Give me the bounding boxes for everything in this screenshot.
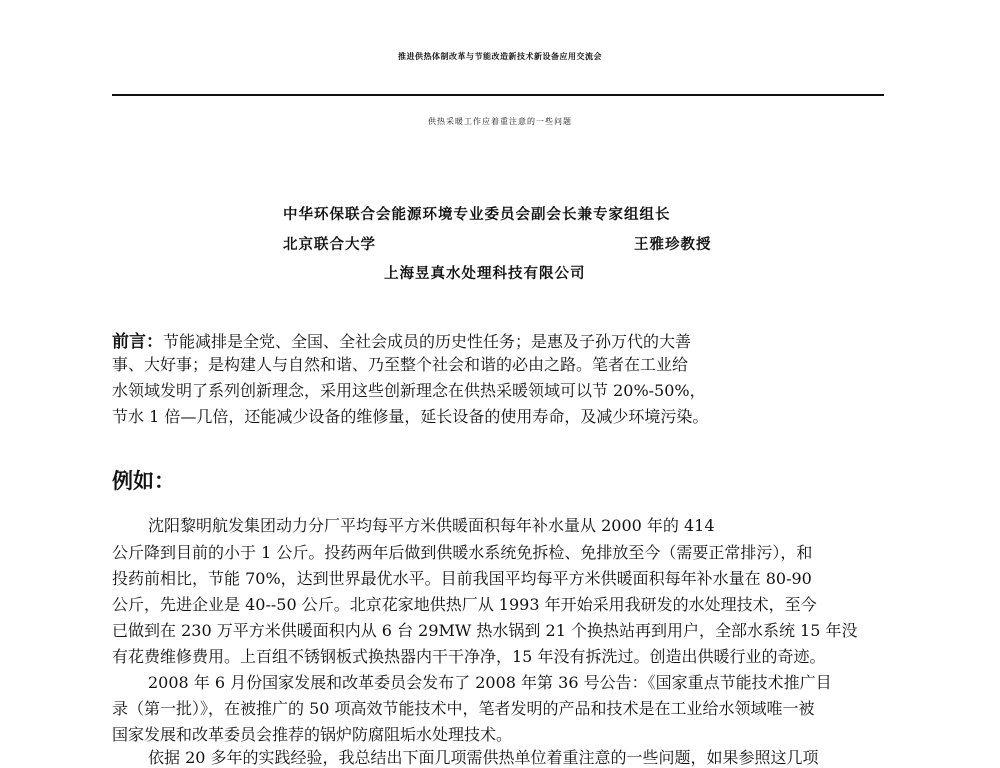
body-line-4: 公斤，先进企业是 40--50 公斤。北京花家地供热厂从 1993 年开始采用我研发的水处理技术，至今	[112, 595, 817, 614]
body-line-6: 有花费维修费用。上百组不锈钢板式换热器内干干净净，15 年没有拆洗过。创造出供暖行业的奇迹。	[112, 647, 826, 666]
affiliation-company: 上海昱真水处理科技有限公司	[384, 265, 586, 282]
preface-line-4: 节水 1 倍—几倍，还能减少设备的维修量，延长设备的使用寿命，及减少环境污染。	[112, 407, 709, 426]
body-line-8: 录（第一批）》，在被推广的 50 项高效节能技术中，笔者发明的产品和技术是在工业给水领域唯一被	[112, 699, 815, 718]
preface-line-1	[112, 327, 691, 352]
conference-header: 推进供热体制改革与节能改造新技术新设备应用交流会	[398, 51, 602, 61]
body-line-7: 2008 年 6 月份国家发展和改革委员会发布了 2008 年第 36 号公告：《国家重点节能技术推广目	[148, 673, 832, 692]
preface-label: 前言：	[112, 332, 163, 352]
preface-text-1: 节能减排是全党、全国、全社会成员的历史性任务；是惠及子孙万代的大善	[163, 332, 692, 351]
body-line-2: 公斤降到目前的小于 1 公斤。投药两年后做到供暖水系统免拆检、免排放至今（需要正常排污），和	[112, 543, 813, 562]
affiliation-line-1: 中华环保联合会能源环境专业委员会副会长兼专家组组长	[283, 206, 671, 223]
body-line-9: 国家发展和改革委员会推荐的锅炉防腐阻垢水处理技术。	[112, 725, 513, 744]
body-line-1: 沈阳黎明航发集团动力分厂平均每平方米供暖面积每年补水量从 2000 年的 414	[148, 516, 715, 535]
article-title: 供热采暖工作应着重注意的一些问题	[428, 117, 572, 126]
body-line-5: 已做到在 230 万平方米供暖面积内从 6 台 29MW 热水锅到 21 个换热站再到用户，全部水系统 15 年没	[112, 621, 858, 640]
preface-line-2: 事、大好事；是构建人与自然和谐、乃至整个社会和谐的必由之路。笔者在工业给	[112, 355, 689, 374]
author-name: 王雅珍教授	[634, 236, 712, 253]
preface-line-3: 水领域发明了系列创新理念，采用这些创新理念在供热采暖领域可以节 20%-50%，	[112, 381, 706, 400]
body-line-3: 投药前相比，节能 70%，达到世界最优水平。目前我国平均每平方米供暖面积每年补水量在 80-90	[112, 569, 812, 588]
affiliation-university: 北京联合大学	[283, 236, 376, 253]
body-line-10: 依据 20 多年的实践经验，我总结出下面几项需供热单位着重注意的一些问题，如果参照这几项	[148, 748, 819, 767]
header-rule	[112, 94, 884, 96]
section-heading: 例如：	[112, 469, 175, 493]
